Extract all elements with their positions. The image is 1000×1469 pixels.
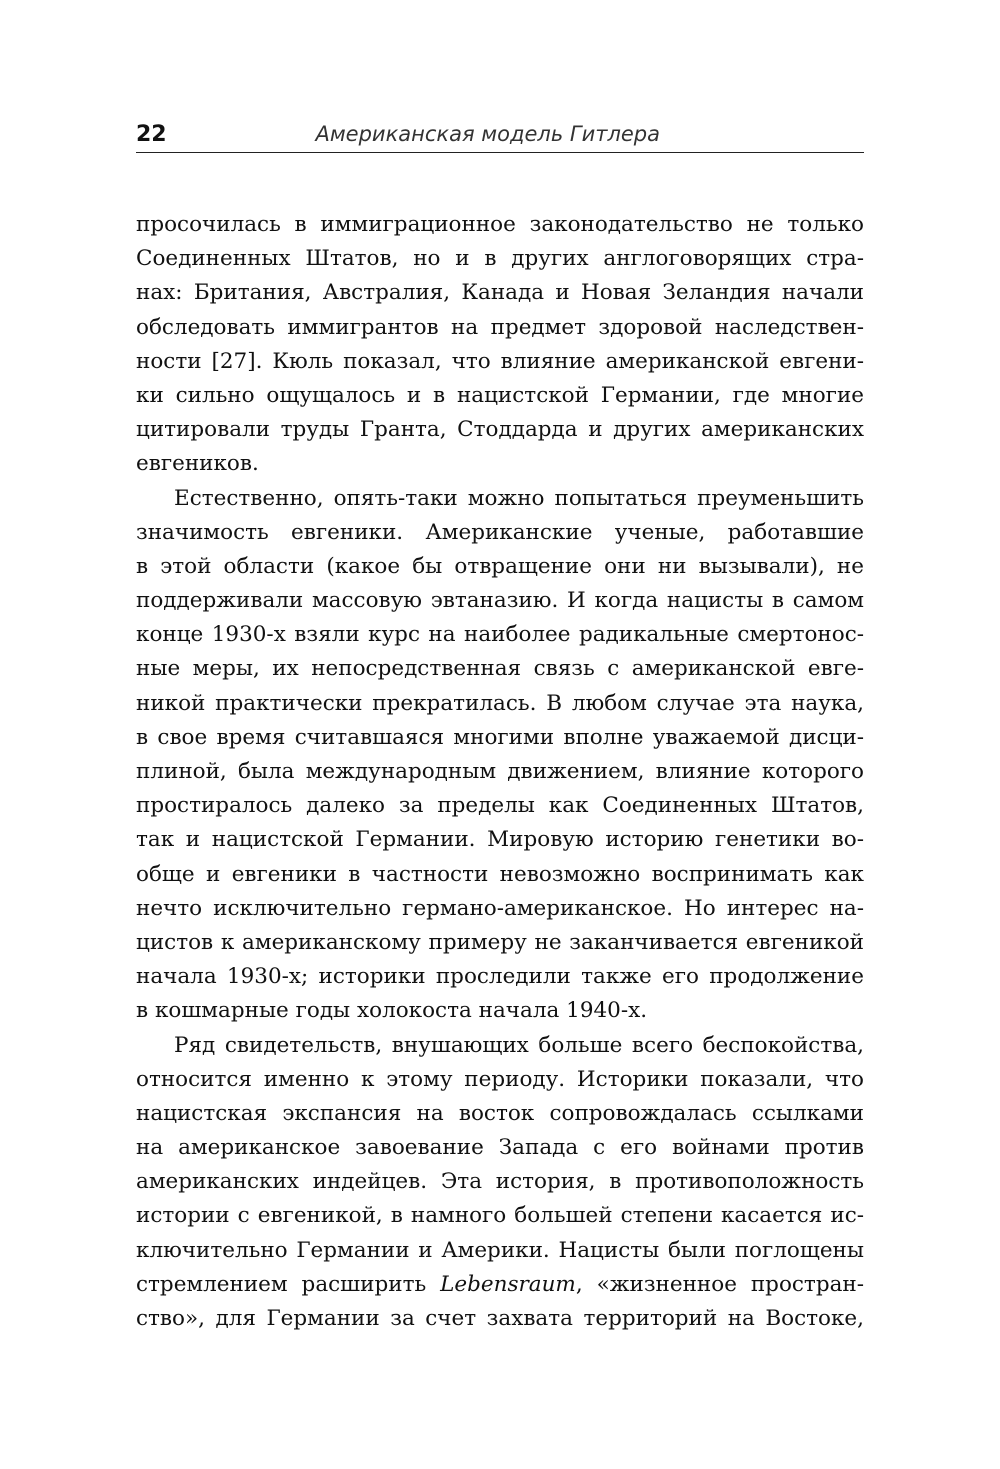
text-line: просочилась в иммиграционное законодательство не только [136, 212, 864, 237]
text-line: в кошмарные годы холокоста начала 1940-х. [136, 998, 648, 1024]
text-line: начала 1930-х; историки проследили также его продолжение [136, 964, 864, 990]
text-line: ки сильно ощущалось и в нацистской Германии, где многие [136, 382, 864, 408]
text-line: евгеников. [136, 451, 259, 477]
text-line: Ряд свидетельств, внушающих больше всего беспокойства, [174, 1032, 864, 1058]
text-line: ности [27]. Кюль показал, что влияние американской евгени- [136, 348, 864, 374]
text-line: простиралось далеко за пределы как Соединенных Штатов, [136, 793, 864, 819]
text-line: нах: Британия, Австралия, Канада и Новая Зеландия начали [136, 280, 864, 306]
text-line: цитировали труды Гранта, Стоддарда и других американских [136, 417, 864, 443]
text-line: никой практически прекратилась. В любом случае эта наука, [136, 690, 864, 716]
text-line: нацистская экспансия на восток сопровождалась ссылками [136, 1100, 864, 1126]
text-line: Естественно, опять-таки можно попытаться преуменьшить [174, 485, 864, 511]
text-line: относится именно к этому периоду. Историки показали, что [136, 1066, 864, 1092]
text-line: обследовать иммигрантов на предмет здоровой наследствен- [136, 314, 864, 340]
page-header [136, 118, 864, 153]
text-run: , «жизненное простран- [575, 1271, 864, 1297]
text-line: ключительно Германии и Америки. Нацисты были поглощены [136, 1237, 864, 1263]
text-line: конце 1930-х взяли курс на наиболее радикальные смертонос- [136, 622, 864, 648]
text-line: ство», для Германии за счет захвата территорий на Востоке, [136, 1306, 864, 1331]
italic-term: Lebensraum [440, 1271, 576, 1297]
text-line: в свое время считавшаяся многими вполне уважаемой дисци- [136, 724, 864, 750]
text-line: так и нацистской Германии. Мировую историю генетики во- [136, 827, 864, 853]
text-line: значимость евгеники. Американские ученые, работавшие [136, 519, 864, 545]
text-line: цистов к американскому примеру не заканчивается евгеникой [136, 929, 864, 955]
text-line: обще и евгеники в частности невозможно воспринимать как [136, 861, 864, 887]
text-line: на американское завоевание Запада с его войнами против [136, 1135, 864, 1161]
text-line-with-italic [136, 1268, 864, 1302]
running-title: Американская модель Гитлера [315, 122, 660, 146]
text-line: нечто исключительно германо-американское. Но интерес на- [136, 895, 864, 921]
text-line: поддерживали массовую эвтаназию. И когда нацисты в самом [136, 588, 864, 614]
page-number: 22 [136, 122, 167, 147]
text-line: в этой области (какое бы отвращение они ни вызывали), не [136, 553, 864, 579]
text-line: истории с евгеникой, в намного большей степени касается ис- [136, 1203, 864, 1229]
text-line: ные меры, их непосредственная связь с американской евге- [136, 656, 864, 682]
text-run: стремлением расширить [136, 1271, 441, 1297]
text-line: Соединенных Штатов, но и в других англоговорящих стра- [136, 246, 864, 272]
text-line: плиной, была международным движением, влияние которого [136, 759, 864, 784]
text-line: американских индейцев. Эта история, в противоположность [136, 1169, 864, 1195]
body-text [136, 208, 864, 1336]
